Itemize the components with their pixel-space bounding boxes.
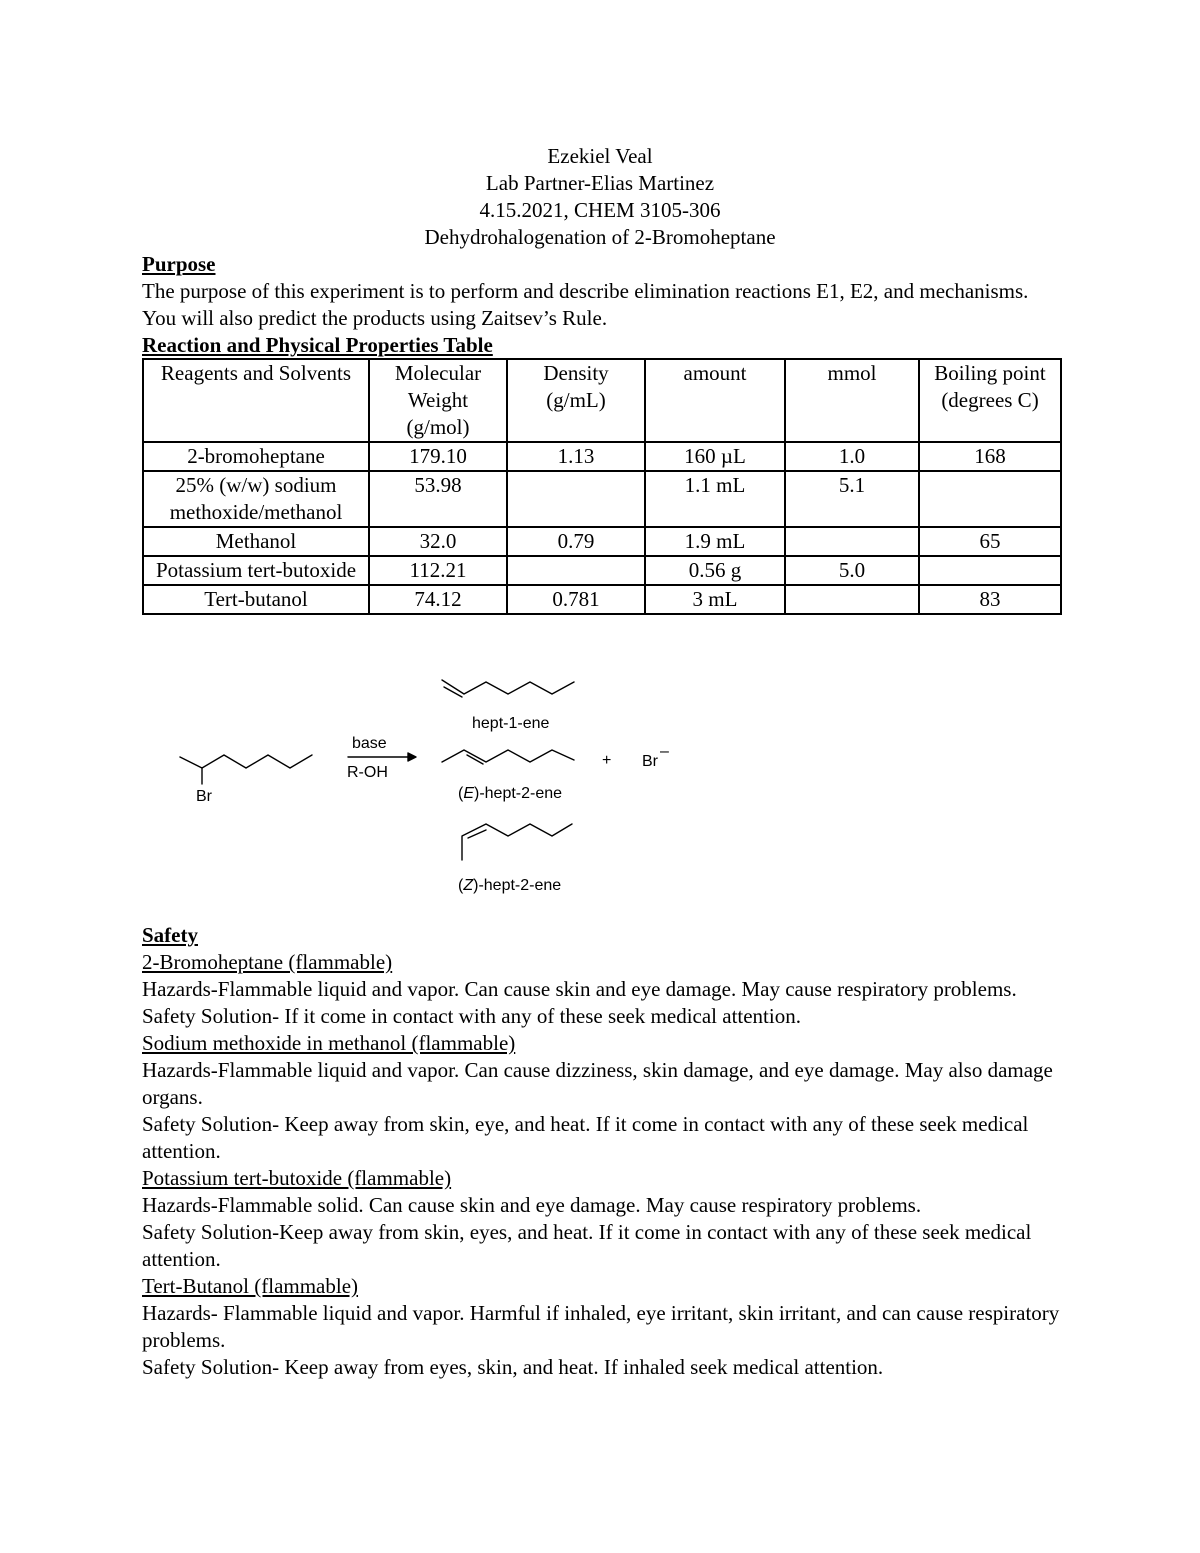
table-cell: Methanol <box>143 527 369 556</box>
column-header: Reagents and Solvents <box>143 359 369 442</box>
properties-table <box>142 358 1062 615</box>
table-cell: 5.1 <box>785 471 919 527</box>
table-cell: 2-bromoheptane <box>143 442 369 471</box>
safety-item-name: Potassium tert-butoxide (flammable) <box>142 1166 452 1190</box>
safety-item-solution: Safety Solution- If it come in contact with any of these seek medical attention. <box>142 1004 801 1028</box>
reagent-solvent: R-OH <box>347 764 388 781</box>
table-cell: 1.9 mL <box>645 527 785 556</box>
purpose-section <box>142 251 1062 359</box>
table-cell: 74.12 <box>369 585 507 614</box>
table-cell: Tert-butanol <box>143 585 369 614</box>
reaction-scheme <box>140 660 700 910</box>
product-hept-1-ene: hept-1-ene <box>472 715 550 732</box>
table-cell <box>507 471 645 527</box>
table-row <box>143 471 1061 527</box>
z-hept-2-ene-structure <box>462 824 572 860</box>
document-header <box>0 143 1200 251</box>
table-cell: 1.13 <box>507 442 645 471</box>
lab-partner: Lab Partner-Elias Martinez <box>485 171 715 195</box>
table-row <box>143 585 1061 614</box>
table-header-row <box>143 359 1061 442</box>
table-cell: 5.0 <box>785 556 919 585</box>
table-cell: 0.79 <box>507 527 645 556</box>
table-cell: 25% (w/w) sodium methoxide/methanol <box>143 471 369 527</box>
safety-item-solution: Safety Solution- Keep away from eyes, skin, and heat. If inhaled seek medical attention. <box>142 1355 884 1379</box>
safety-heading: Safety <box>142 923 198 947</box>
bromide-ion: Br <box>642 753 658 770</box>
product-z-hept-2-ene: (Z)-hept-2-ene <box>458 877 562 894</box>
safety-item-solution: Safety Solution- Keep away from skin, eye, and heat. If it come in contact with any of these seek medical attention. <box>142 1112 1029 1163</box>
column-header: amount <box>645 359 785 442</box>
table-row <box>143 556 1061 585</box>
purpose-text: The purpose of this experiment is to perform and describe elimination reactions E1, E2, and mechanisms. You will also predict the products using Zaitsev’s Rule. <box>142 279 1029 330</box>
column-header: mmol <box>785 359 919 442</box>
table-cell: 0.781 <box>507 585 645 614</box>
hept-1-ene-structure <box>442 680 574 697</box>
safety-item-hazards: Hazards-Flammable liquid and vapor. Can cause dizziness, skin damage, and eye damage. May also damage organs. <box>142 1058 1053 1109</box>
reagent-base: base <box>352 735 387 752</box>
date-course: 4.15.2021, CHEM 3105-306 <box>479 198 721 222</box>
table-cell: 1.1 mL <box>645 471 785 527</box>
product-e-hept-2-ene: (E)-hept-2-ene <box>458 785 563 802</box>
table-cell: 179.10 <box>369 442 507 471</box>
column-header: Molecular Weight (g/mol) <box>369 359 507 442</box>
safety-item-hazards: Hazards- Flammable liquid and vapor. Harmful if inhaled, eye irritant, skin irritant, and can cause respiratory problems. <box>142 1301 1060 1352</box>
author-name: Ezekiel Veal <box>547 144 653 168</box>
table-cell <box>919 471 1061 527</box>
table-row <box>143 442 1061 471</box>
column-header: Boiling point (degrees C) <box>919 359 1061 442</box>
arrow-head <box>408 753 416 761</box>
table-cell: 160 µL <box>645 442 785 471</box>
safety-item-solution: Safety Solution-Keep away from skin, eyes, and heat. If it come in contact with any of these seek medical attention. <box>142 1220 1032 1271</box>
safety-section <box>142 922 1062 1381</box>
safety-item-hazards: Hazards-Flammable solid. Can cause skin and eye damage. May cause respiratory problems. <box>142 1193 922 1217</box>
table-cell: 168 <box>919 442 1061 471</box>
safety-item-name: Sodium methoxide in methanol (flammable) <box>142 1031 516 1055</box>
table-cell: 3 mL <box>645 585 785 614</box>
plus-sign: + <box>602 752 612 769</box>
table-cell: 1.0 <box>785 442 919 471</box>
safety-item-name: 2-Bromoheptane (flammable) <box>142 950 393 974</box>
table-cell: 53.98 <box>369 471 507 527</box>
table-cell: 32.0 <box>369 527 507 556</box>
document-title: Dehydrohalogenation of 2-Bromoheptane <box>424 225 776 249</box>
table-heading: Reaction and Physical Properties Table <box>142 333 493 357</box>
safety-item-name: Tert-Butanol (flammable) <box>142 1274 359 1298</box>
table-cell: 65 <box>919 527 1061 556</box>
table-cell <box>785 527 919 556</box>
safety-item-hazards: Hazards-Flammable liquid and vapor. Can cause skin and eye damage. May cause respiratory problems. <box>142 977 1017 1001</box>
table-row <box>143 527 1061 556</box>
table-cell <box>785 585 919 614</box>
table-cell: 83 <box>919 585 1061 614</box>
purpose-heading: Purpose <box>142 252 216 276</box>
table-cell: Potassium tert-butoxide <box>143 556 369 585</box>
e-hept-2-ene-structure <box>442 750 574 764</box>
column-header: Density (g/mL) <box>507 359 645 442</box>
bromide-charge: – <box>660 743 669 760</box>
table-cell <box>507 556 645 585</box>
table-cell: 0.56 g <box>645 556 785 585</box>
reactant-br-label: Br <box>196 788 212 805</box>
reactant-skeleton <box>180 755 312 768</box>
table-cell <box>919 556 1061 585</box>
table-cell: 112.21 <box>369 556 507 585</box>
